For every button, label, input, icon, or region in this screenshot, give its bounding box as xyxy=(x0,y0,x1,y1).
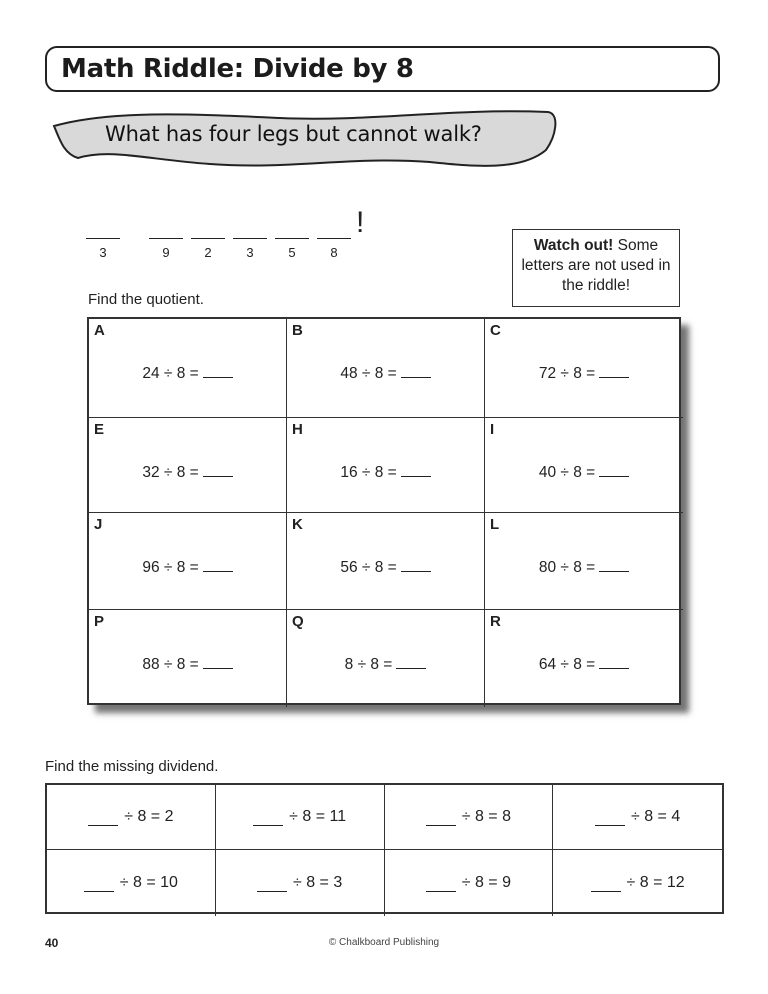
cell-letter: J xyxy=(94,516,103,533)
answer-blank[interactable] xyxy=(599,462,629,477)
quotient-cell xyxy=(287,610,485,707)
equation-text: 56 ÷ 8 = xyxy=(340,559,397,576)
answer-blank[interactable] xyxy=(253,809,283,826)
quotient-cell xyxy=(485,610,683,707)
copyright: © Chalkboard Publishing xyxy=(328,937,440,948)
riddle-question: What has four legs but cannot walk? xyxy=(105,122,482,146)
quotient-cell xyxy=(287,319,485,418)
answer-blank[interactable] xyxy=(591,875,621,892)
equation xyxy=(89,557,286,577)
dividend-cell xyxy=(216,785,385,850)
blank-line[interactable] xyxy=(191,238,225,239)
quotient-cell xyxy=(89,418,287,513)
equation-text: ÷ 8 = 10 xyxy=(119,874,178,891)
quotient-cell xyxy=(485,319,683,418)
cell-letter: A xyxy=(94,322,105,339)
quotient-cell xyxy=(89,319,287,418)
equation-text: ÷ 8 = 9 xyxy=(461,874,511,891)
equation xyxy=(89,363,286,383)
equation-text: 88 ÷ 8 = xyxy=(142,656,199,673)
equation-text: ÷ 8 = 12 xyxy=(626,874,685,891)
cell-letter: B xyxy=(292,322,303,339)
blank-number: 3 xyxy=(99,245,107,260)
answer-blank[interactable] xyxy=(599,654,629,669)
equation xyxy=(89,462,286,482)
equation xyxy=(287,363,484,383)
blank-number: 2 xyxy=(204,245,212,260)
dividend-cell xyxy=(47,850,216,916)
watch-out-note xyxy=(512,229,680,307)
cell-letter: P xyxy=(94,613,105,630)
answer-blank[interactable] xyxy=(426,809,456,826)
quotient-table xyxy=(87,317,681,705)
answer-blank[interactable] xyxy=(203,557,233,572)
equation-text: 72 ÷ 8 = xyxy=(538,365,596,382)
cell-letter: C xyxy=(490,322,501,339)
page-number: 40 xyxy=(45,936,59,950)
blank-number: 9 xyxy=(162,245,170,260)
answer-blank[interactable] xyxy=(396,654,426,669)
cell-letter: R xyxy=(490,613,501,630)
dividend-cell xyxy=(385,850,554,916)
answer-blank[interactable] xyxy=(599,363,629,378)
answer-blank[interactable] xyxy=(401,363,431,378)
blank-line[interactable] xyxy=(233,238,267,239)
equation-text: ÷ 8 = 8 xyxy=(461,808,511,825)
quotient-cell xyxy=(485,513,683,610)
riddle-banner xyxy=(50,108,560,172)
equation xyxy=(287,557,484,577)
blank-line[interactable] xyxy=(317,238,351,239)
blank-line[interactable] xyxy=(86,238,120,239)
equation xyxy=(485,654,683,674)
quotient-cell xyxy=(287,513,485,610)
equation-text: ÷ 8 = 11 xyxy=(289,808,347,825)
equation-text: ÷ 8 = 3 xyxy=(292,874,343,891)
exclamation-mark: ! xyxy=(356,206,365,239)
dividend-cell xyxy=(553,785,722,850)
equation-text: 96 ÷ 8 = xyxy=(142,559,199,576)
watch-out-text: Some letters are not used in the riddle! xyxy=(521,237,671,294)
equation xyxy=(485,462,683,482)
answer-blank[interactable] xyxy=(599,557,629,572)
answer-blank[interactable] xyxy=(88,809,118,826)
equation xyxy=(89,654,286,674)
answer-blank[interactable] xyxy=(203,363,233,378)
equation xyxy=(485,557,683,577)
cell-letter: I xyxy=(490,421,495,438)
answer-blank[interactable] xyxy=(203,654,233,669)
cell-letter: Q xyxy=(292,613,304,630)
answer-blank[interactable] xyxy=(203,462,233,477)
quotient-cell xyxy=(485,418,683,513)
blank-number: 5 xyxy=(288,245,296,260)
quotient-cell xyxy=(89,610,287,707)
blank-line[interactable] xyxy=(275,238,309,239)
answer-blank[interactable] xyxy=(595,809,625,826)
dividend-cell xyxy=(47,785,216,850)
cell-letter: E xyxy=(94,421,105,438)
dividend-table xyxy=(45,783,724,914)
answer-blank[interactable] xyxy=(401,462,431,477)
equation xyxy=(485,363,683,383)
quotient-instructions: Find the quotient. xyxy=(88,291,204,308)
answer-blank[interactable] xyxy=(257,875,287,892)
equation-text: 32 ÷ 8 = xyxy=(142,464,199,481)
equation xyxy=(287,654,484,674)
quotient-cell xyxy=(287,418,485,513)
quotient-cell xyxy=(89,513,287,610)
equation-text: 24 ÷ 8 = xyxy=(142,365,199,382)
equation-text: ÷ 8 = 2 xyxy=(124,808,174,825)
equation-text: ÷ 8 = 4 xyxy=(630,808,681,825)
answer-blank[interactable] xyxy=(426,875,456,892)
answer-blank[interactable] xyxy=(401,557,431,572)
equation-text: 64 ÷ 8 = xyxy=(538,656,596,673)
title-box xyxy=(45,46,720,92)
equation-text: 40 ÷ 8 = xyxy=(538,464,596,481)
cell-letter: K xyxy=(292,516,303,533)
cell-letter: H xyxy=(292,421,303,438)
equation xyxy=(287,462,484,482)
dividend-instructions: Find the missing dividend. xyxy=(45,758,219,775)
page-title: Math Riddle: Divide by 8 xyxy=(61,54,414,84)
watch-out-bold: Watch out! xyxy=(533,237,614,254)
equation-text: 16 ÷ 8 = xyxy=(340,464,397,481)
dividend-cell xyxy=(216,850,385,916)
blank-number: 8 xyxy=(330,245,338,260)
equation-text: 8 ÷ 8 = xyxy=(344,656,393,673)
dividend-cell xyxy=(553,850,722,916)
cell-letter: L xyxy=(490,516,500,533)
answer-blank[interactable] xyxy=(84,875,114,892)
blank-number: 3 xyxy=(246,245,254,260)
equation-text: 48 ÷ 8 = xyxy=(340,365,397,382)
equation-text: 80 ÷ 8 = xyxy=(538,559,596,576)
blank-line[interactable] xyxy=(149,238,183,239)
dividend-cell xyxy=(385,785,554,850)
